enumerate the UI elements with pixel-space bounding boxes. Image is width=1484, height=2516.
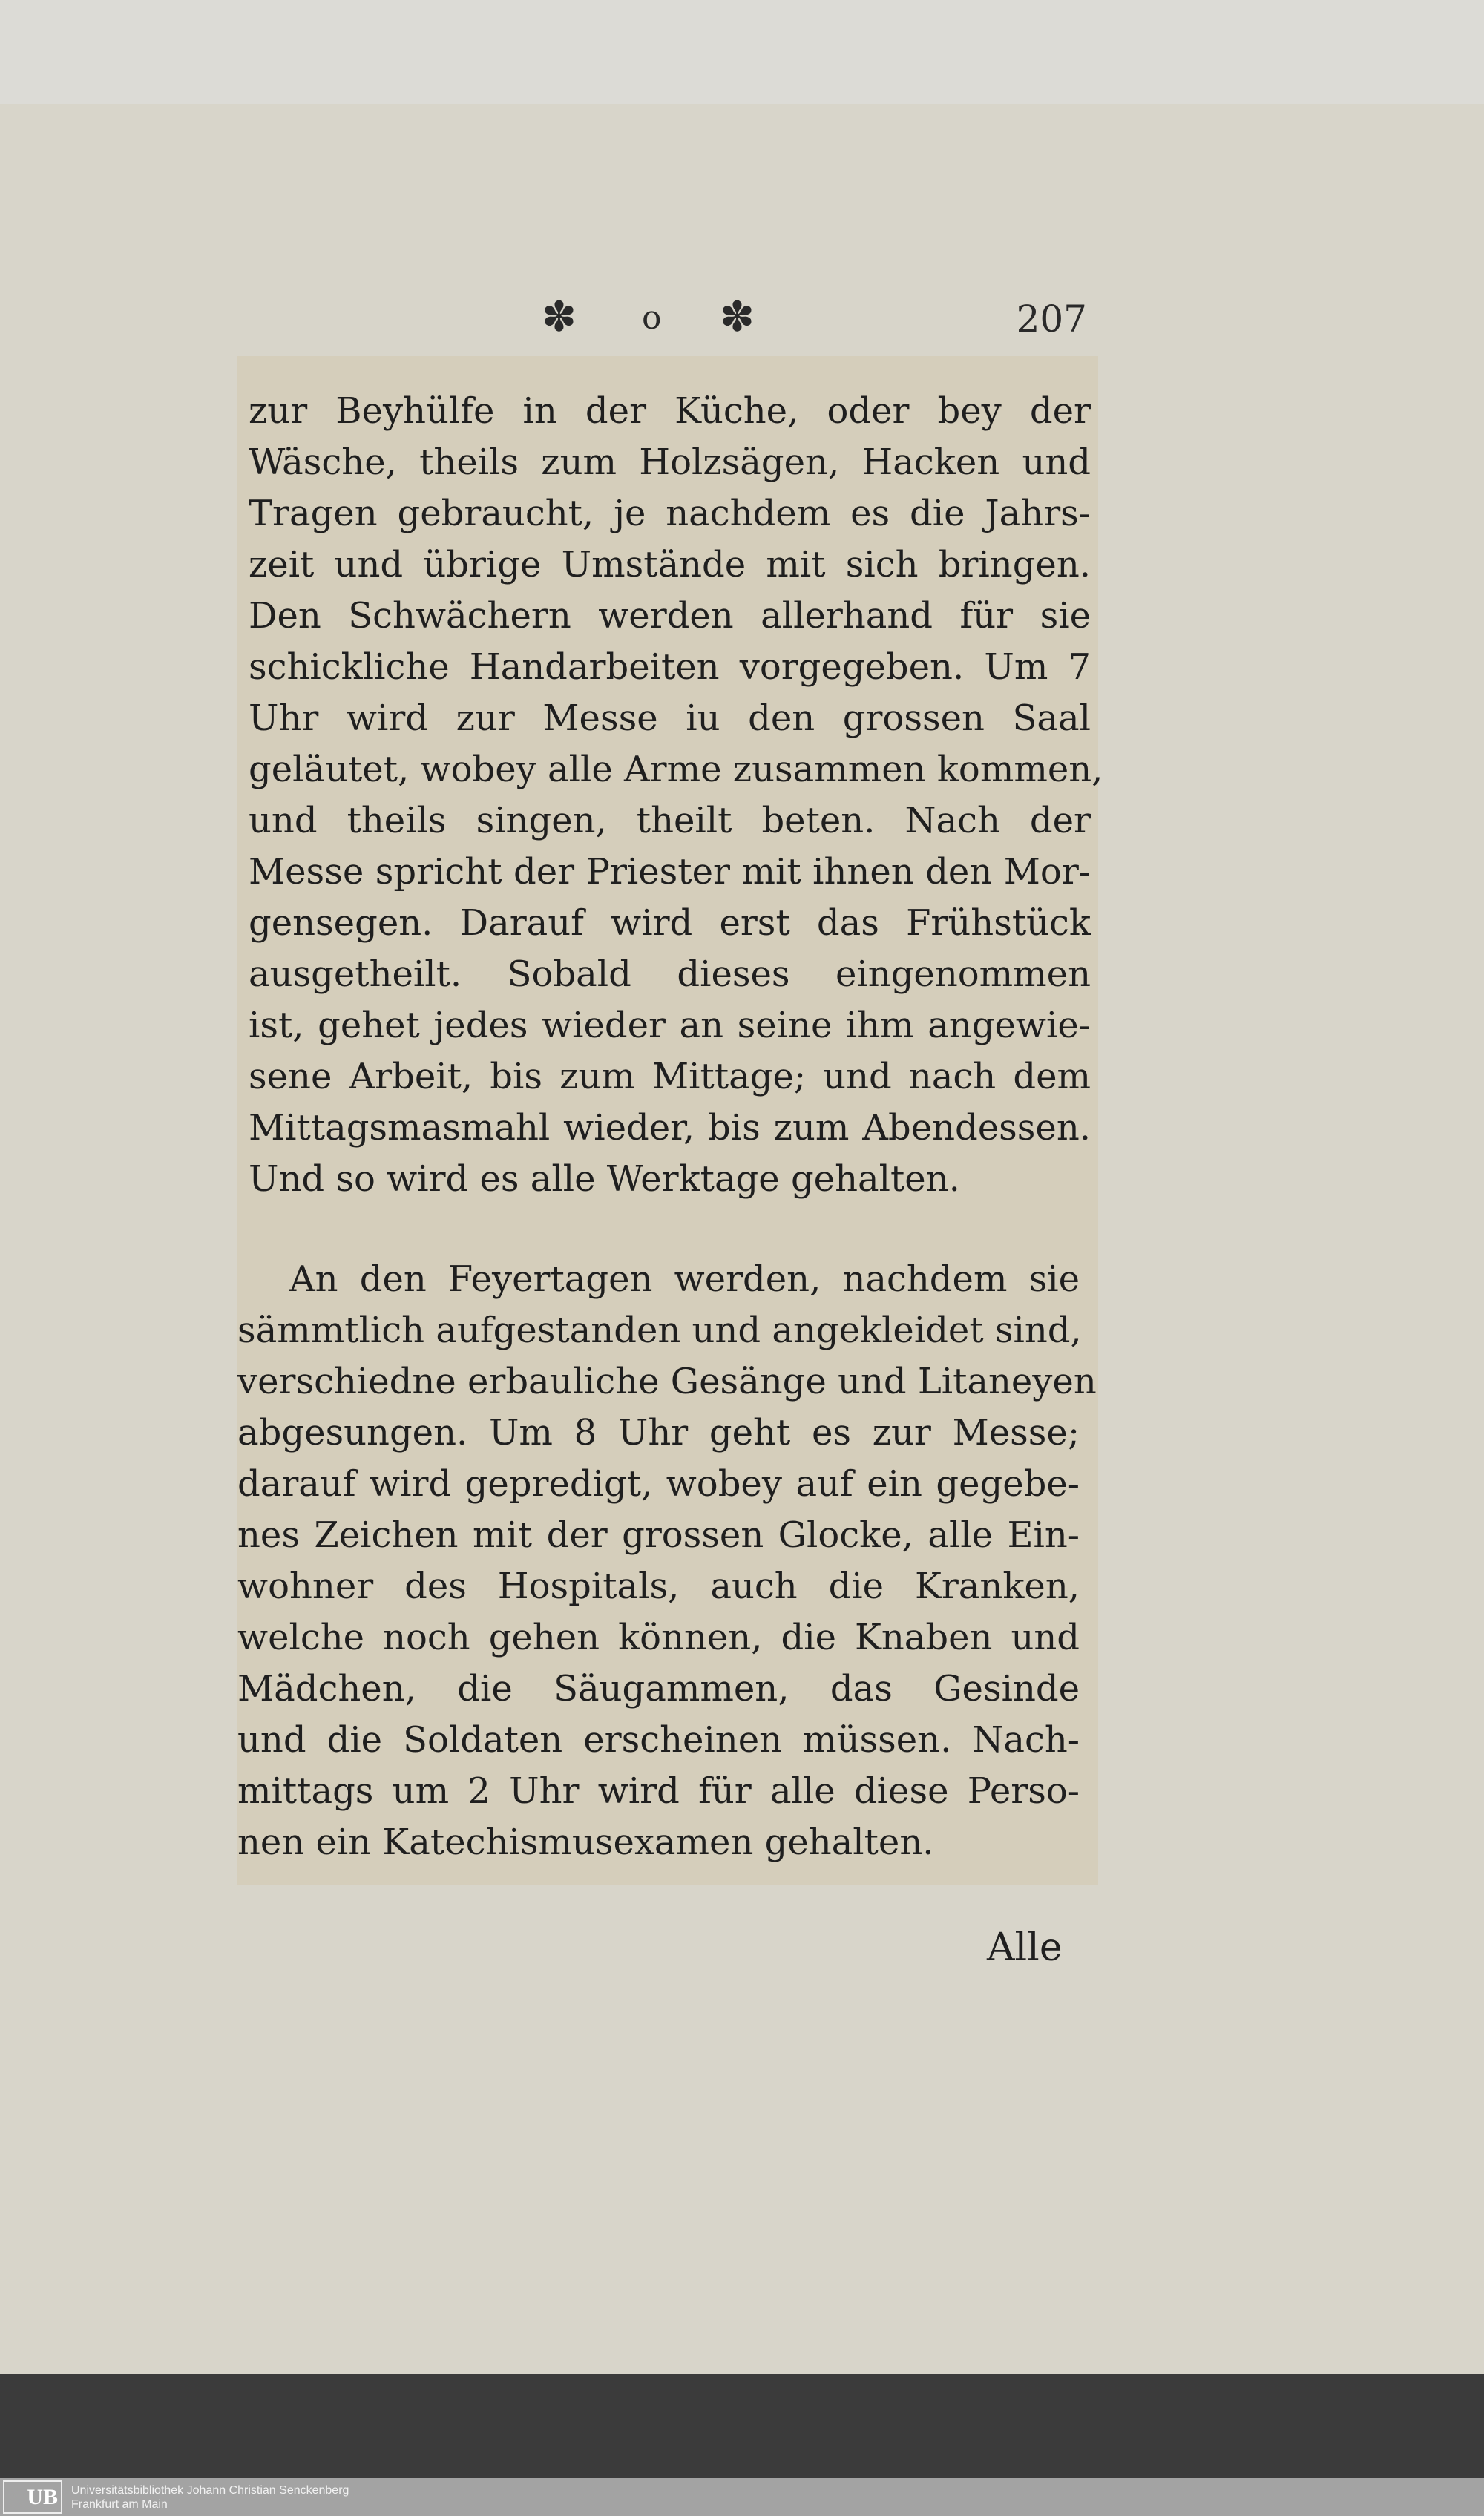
center-mark: o: [642, 299, 662, 337]
text-line: sene Arbeit, bis zum Mittage; und nach dem: [249, 1056, 1091, 1097]
text-line: sämmtlich aufgestanden und angekleidet sind,: [237, 1310, 1082, 1351]
text-line: abgesungen. Um 8 Uhr geht es zur Messe;: [237, 1412, 1080, 1454]
text-line: Messe spricht der Priester mit ihnen den Mor-: [249, 851, 1091, 893]
text-line: Den Schwächern werden allerhand für sie: [249, 595, 1091, 637]
catchword: Alle: [987, 1925, 1063, 1970]
running-header: [245, 293, 1087, 345]
text-line: und die Soldaten erscheinen müssen. Nach-: [237, 1719, 1080, 1761]
footer-location: Frankfurt am Main: [71, 2497, 168, 2511]
text-line: mittags um 2 Uhr wird für alle diese Perso-: [237, 1770, 1080, 1812]
library-footer: [0, 2478, 1484, 2516]
text-line: schickliche Handarbeiten vorgegeben. Um 7: [249, 646, 1091, 688]
text-line: geläutet, wobey alle Arme zusammen kommen,: [249, 749, 1103, 790]
text-line: Mittagsmasmahl wieder, bis zum Abendessen.: [249, 1107, 1091, 1149]
text-line: Mädchen, die Säugammen, das Gesinde: [237, 1668, 1080, 1709]
scan-top-margin: [0, 0, 1484, 104]
text-line: und theils singen, theilt beten. Nach der: [249, 800, 1091, 841]
text-line: Und so wird es alle Werktage gehalten.: [249, 1158, 960, 1200]
ornament-icon: ✽: [720, 293, 755, 341]
text-line: wohner des Hospitals, auch die Kranken,: [237, 1566, 1080, 1607]
text-line: An den Feyertagen werden, nachdem sie: [289, 1258, 1080, 1300]
text-line: ist, gehet jedes wieder an seine ihm angewie-: [249, 1005, 1091, 1046]
text-line: Uhr wird zur Messe iu den grossen Saal: [249, 697, 1091, 739]
ornament-icon: ✽: [542, 293, 577, 341]
text-line: Wäsche, theils zum Holzsägen, Hacken und: [249, 441, 1091, 483]
text-line: welche noch gehen können, die Knaben und: [237, 1617, 1080, 1658]
footer-library-name: Universitätsbibliothek Johann Christian Senckenberg: [71, 2483, 349, 2497]
text-line: zeit und übrige Umstände mit sich bringen.: [249, 544, 1091, 585]
text-line: darauf wird gepredigt, wobey auf ein gegebe-: [237, 1463, 1080, 1505]
text-line: nen ein Katechismusexamen gehalten.: [237, 1822, 934, 1863]
paragraph-1: [249, 386, 1103, 1205]
library-logo: UB: [3, 2480, 62, 2514]
text-line: Tragen gebraucht, je nachdem es die Jahrs-: [249, 493, 1091, 534]
page-number: 207: [1016, 298, 1087, 341]
text-line: ausgetheilt. Sobald dieses eingenommen: [249, 953, 1091, 995]
paragraph-2: [237, 1254, 1097, 1868]
text-line: gensegen. Darauf wird erst das Frühstück: [249, 902, 1091, 944]
text-line: nes Zeichen mit der grossen Glocke, alle Ein-: [237, 1514, 1080, 1556]
scan-background: [0, 2374, 1484, 2478]
text-line: verschiedne erbauliche Gesänge und Litaneyen: [237, 1361, 1097, 1402]
text-line: zur Beyhülfe in der Küche, oder bey der: [249, 390, 1091, 432]
